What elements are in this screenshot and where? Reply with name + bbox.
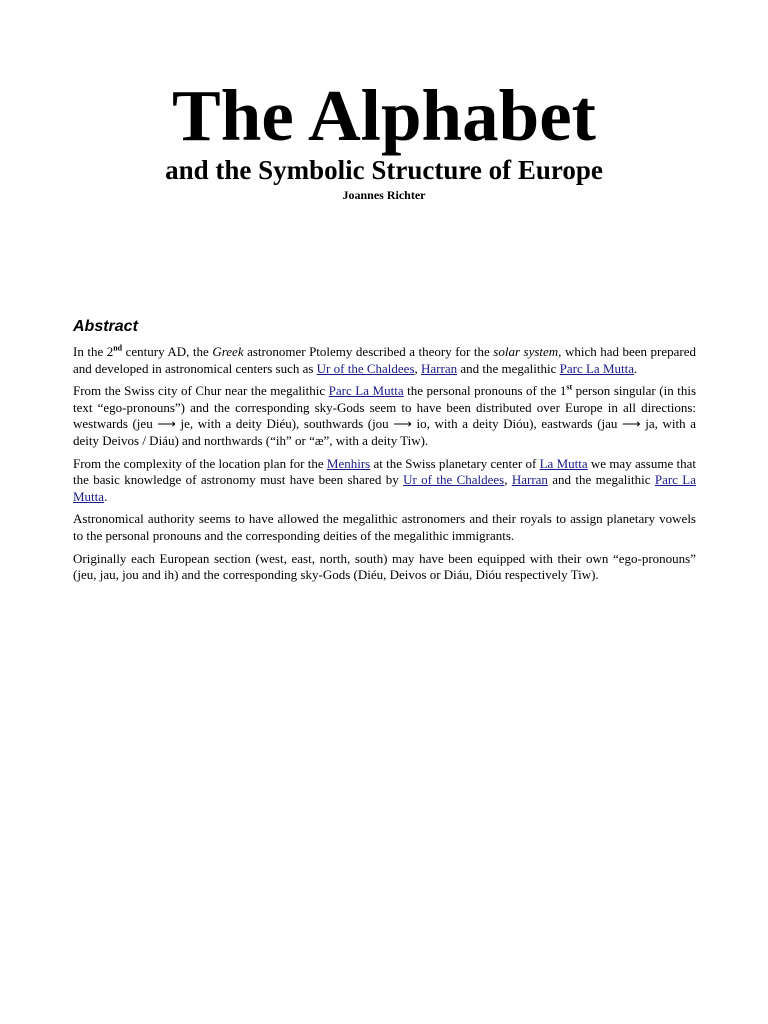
- link-parc-la-mutta[interactable]: Parc La Mutta: [73, 472, 697, 504]
- superscript-ordinal: nd: [113, 343, 123, 353]
- link-ur-of-the-chaldees[interactable]: Ur of the Chaldees: [316, 360, 415, 376]
- text-run: In the 2: [73, 344, 114, 359]
- text-run: astronomer Ptolemy described a theory for the: [243, 344, 494, 359]
- text-run: From the complexity of the location plan for the: [73, 455, 327, 471]
- link-parc-la-mutta[interactable]: Parc La Mutta: [559, 360, 635, 376]
- text-run: which had been prepared and developed in astronomical centers such as: [73, 344, 696, 376]
- text-run: century AD, the: [122, 344, 213, 359]
- text-run: and the megalithic: [457, 360, 560, 376]
- text-run: ,: [414, 360, 422, 376]
- abstract-paragraph-1: [73, 344, 696, 377]
- abstract-paragraph-2: [73, 383, 696, 449]
- text-run: From the Swiss city of Chur near the megalithic: [73, 383, 329, 399]
- abstract-paragraph-5: Originally each European section (west, east, north, south) may have been equipped with their own “ego-pronouns” (jeu, jau, jou and ih) and the corresponding sky-Gods (Diéu, Deivos or Diáu, Dióu respectively Tiw).: [73, 550, 696, 583]
- text-run: ,: [504, 472, 512, 488]
- text-run: we may assume that the basic knowledge of astronomy must have been shared by: [73, 455, 696, 488]
- text-run: person singular (in this text “ego-pronouns”) and the corresponding sky-Gods seem to have been distributed over Europe in all directions: westwards (jeu ⟶ je, with a deity Diéu), southwards (jou ⟶ io, with a deity Dióu), eastwards (jau ⟶ ja, with a deity Deivos / Diáu) and northwards (“ih” or “æ”, with a deity Tiw).: [73, 383, 697, 448]
- abstract-paragraph-3: [73, 456, 696, 506]
- text-run: at the Swiss planetary center of: [370, 455, 540, 471]
- document-title: The Alphabet: [172, 75, 596, 156]
- document-subtitle: and the Symbolic Structure of Europe: [165, 155, 603, 185]
- abstract-heading: Abstract: [73, 318, 138, 335]
- text-run: the personal pronouns of the 1: [403, 383, 567, 399]
- text-run: .: [634, 360, 638, 376]
- link-ur-of-the-chaldees[interactable]: Ur of the Chaldees: [403, 472, 505, 488]
- link-harran[interactable]: Harran: [421, 360, 458, 376]
- link-la-mutta[interactable]: La Mutta: [539, 455, 588, 471]
- link-harran[interactable]: Harran: [511, 472, 548, 488]
- superscript-ordinal: st: [566, 382, 573, 392]
- emphasis-greek: Greek: [212, 344, 244, 359]
- link-menhirs[interactable]: Menhirs: [326, 455, 371, 471]
- link-parc-la-mutta[interactable]: Parc La Mutta: [328, 383, 404, 399]
- document-author: Joannes Richter: [342, 188, 426, 202]
- abstract-body: [73, 344, 696, 590]
- abstract-paragraph-4: Astronomical authority seems to have allowed the megalithic astronomers and their royals to assign planetary vowels to the personal pronouns and the corresponding deities of the megalithic immigrants.: [73, 511, 696, 543]
- text-run: and the megalithic: [547, 472, 655, 488]
- emphasis-solar-system: solar system,: [493, 344, 562, 359]
- text-run: .: [104, 488, 108, 504]
